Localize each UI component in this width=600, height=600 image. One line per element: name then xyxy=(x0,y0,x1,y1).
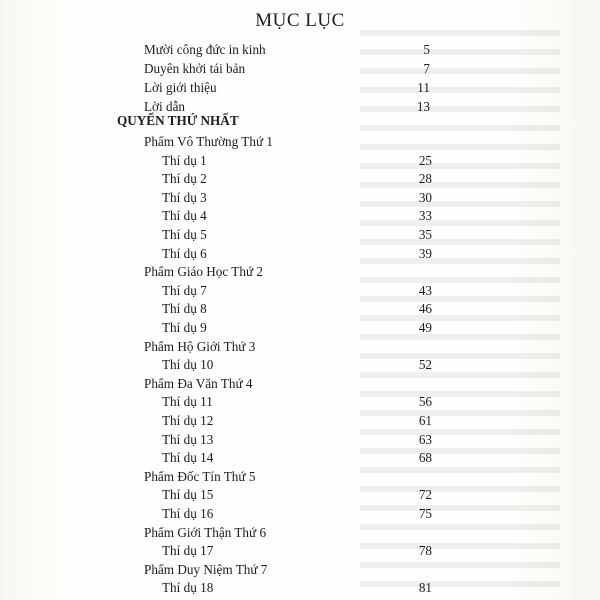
toc-item-label: Thí dụ 6 xyxy=(162,245,207,261)
toc-item-page-number: 81 xyxy=(418,580,432,596)
toc-item-page-number: 68 xyxy=(418,450,432,466)
front-matter-entry-label: Lời dẫn xyxy=(144,99,186,114)
toc-item-page-number: 28 xyxy=(418,171,432,187)
toc-item-label: Thí dụ 13 xyxy=(162,431,214,447)
page-title: MỤC LỤC xyxy=(255,10,345,31)
toc-item-label: Thí dụ 7 xyxy=(162,282,207,298)
toc-item-page-number: 46 xyxy=(418,301,432,317)
chapter-heading-label: Phẩm Giáo Học Thứ 2 xyxy=(144,264,263,280)
chapter-heading-label: Phẩm Vô Thường Thứ 1 xyxy=(144,134,273,149)
chapter-heading-label: Phẩm Giới Thận Thứ 6 xyxy=(144,524,267,540)
toc-item-page-number: 25 xyxy=(418,152,432,168)
toc-item-label: Thí dụ 16 xyxy=(162,506,214,521)
toc-item-page-number: 78 xyxy=(418,543,432,559)
toc-item-label: Thí dụ 14 xyxy=(162,450,214,466)
toc-item-label: Thí dụ 5 xyxy=(162,227,207,242)
toc-item-label: Thí dụ 9 xyxy=(162,320,207,335)
chapter-heading-label: Phẩm Duy Niệm Thứ 7 xyxy=(144,561,268,577)
toc-item-page-number: 72 xyxy=(418,487,432,503)
front-matter-entry-page-number: 7 xyxy=(423,61,430,76)
toc-item-label: Thí dụ 2 xyxy=(162,171,207,187)
toc-item-page-number: 30 xyxy=(418,189,432,205)
toc-item-page-number: 61 xyxy=(418,413,432,428)
toc-item-page-number: 43 xyxy=(418,282,432,298)
front-matter-entry-page-number: 5 xyxy=(423,42,430,57)
toc-item-page-number: 75 xyxy=(418,506,432,521)
front-matter-entry-label: Duyên khởi tái bản xyxy=(144,61,246,76)
toc-item-label: Thí dụ 15 xyxy=(162,487,214,503)
toc-item-label: Thí dụ 4 xyxy=(162,208,207,224)
toc-item-page-number: 39 xyxy=(418,245,432,261)
toc-item-page-number: 49 xyxy=(418,320,432,335)
toc-item-page-number: 56 xyxy=(418,394,432,410)
toc-item-label: Thí dụ 12 xyxy=(162,413,214,428)
toc-item-label: Thí dụ 1 xyxy=(162,152,207,168)
front-matter-entry-label: Lời giới thiệu xyxy=(144,80,217,95)
toc-item-label: Thí dụ 17 xyxy=(162,543,214,559)
front-matter-entry-page-number: 11 xyxy=(417,80,430,95)
toc-item-page-number: 35 xyxy=(418,227,432,242)
chapter-heading-label: Phẩm Đốc Tín Thứ 5 xyxy=(144,468,256,484)
toc-item-label: Thí dụ 18 xyxy=(162,580,214,596)
front-matter-entry-page-number: 13 xyxy=(416,99,430,114)
toc-item-page-number: 63 xyxy=(418,431,432,447)
toc-item-page-number: 52 xyxy=(418,357,432,373)
chapter-heading-label: Phẩm Hộ Giới Thứ 3 xyxy=(144,338,256,354)
toc-item-label: Thí dụ 8 xyxy=(162,301,207,317)
toc-item-label: Thí dụ 10 xyxy=(162,357,214,373)
toc-item-label: Thí dụ 3 xyxy=(162,189,207,205)
toc-item-label: Thí dụ 11 xyxy=(162,394,213,410)
section-heading: QUYỂN THỨ NHẤT xyxy=(117,113,239,128)
toc-item-page-number: 33 xyxy=(418,208,432,224)
front-matter-entry-label: Mười công đức in kinh xyxy=(144,42,266,57)
bleed-through-shadow xyxy=(360,30,560,590)
chapter-heading-label: Phẩm Đa Văn Thứ 4 xyxy=(144,375,253,391)
